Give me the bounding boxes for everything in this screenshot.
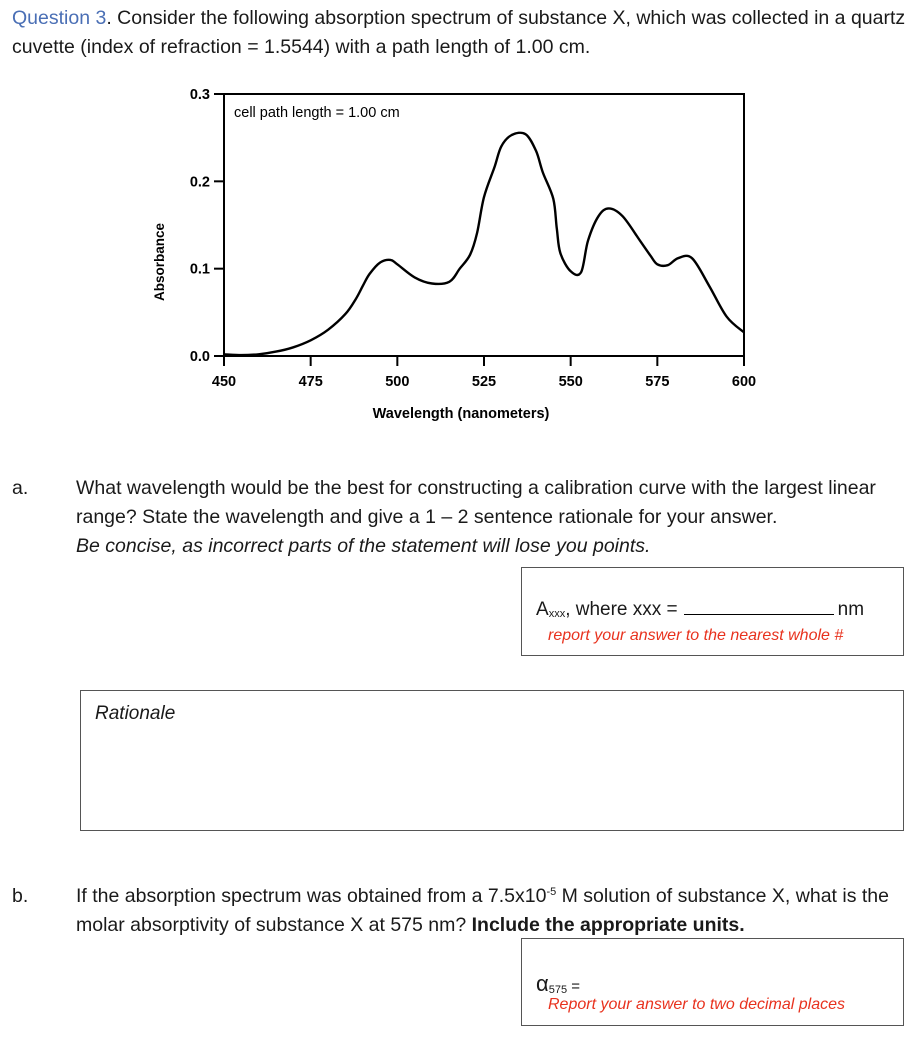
spectrum-line bbox=[224, 133, 744, 355]
part-b-label: b. bbox=[12, 885, 29, 907]
chart-ticks bbox=[190, 87, 756, 390]
chart-x-axis-label: Wavelength (nanometers) bbox=[372, 406, 550, 422]
wavelength-answer-line[interactable] bbox=[684, 598, 834, 615]
chart-y-axis-label: Absorbance bbox=[152, 222, 167, 302]
question-intro bbox=[12, 4, 912, 62]
answer-b-row bbox=[536, 971, 580, 997]
x-tick-label: 500 bbox=[385, 374, 410, 390]
answer-b-symbol: α bbox=[536, 971, 549, 996]
wavelength-answer-row bbox=[536, 598, 864, 621]
part-a-label: a. bbox=[12, 477, 29, 499]
answer-a-middle: , where xxx = bbox=[565, 599, 678, 620]
rationale-label: Rationale bbox=[95, 703, 176, 724]
part-b-question bbox=[12, 878, 916, 940]
part-b-text-1: If the absorption spectrum was obtained from a 7.5x10 bbox=[76, 885, 547, 907]
plot-frame bbox=[224, 94, 744, 356]
chart-annotation: cell path length = 1.00 cm bbox=[234, 105, 400, 121]
x-tick-label: 550 bbox=[558, 374, 583, 390]
part-a-question bbox=[12, 474, 884, 532]
y-tick-label: 0.2 bbox=[189, 174, 210, 191]
x-tick-label: 475 bbox=[298, 374, 323, 390]
x-tick-label: 575 bbox=[645, 374, 670, 390]
part-a-text: What wavelength would be the best for constructing a calibration curve with the largest linear range? State the wavelength and give a 1 – 2 sentence rationale for your answer. bbox=[76, 477, 876, 528]
part-b-exponent: -5 bbox=[546, 886, 557, 898]
chart-series bbox=[224, 133, 744, 355]
x-tick-label: 600 bbox=[731, 374, 757, 390]
x-tick-label: 525 bbox=[471, 374, 497, 390]
answer-b-equals: = bbox=[567, 978, 581, 995]
part-a-instruction-wrap bbox=[76, 532, 922, 561]
part-b-text-2: M solution of substance X, what is the molar absorptivity of substance X at 575 nm? bbox=[76, 885, 889, 936]
question-number: Question 3 bbox=[12, 7, 107, 29]
molar-absorptivity-answer-box[interactable] bbox=[521, 938, 904, 1026]
answer-a-subscript: xxx bbox=[548, 608, 566, 620]
answer-b-subscript: 575 bbox=[548, 984, 568, 996]
absorption-spectrum-chart bbox=[150, 80, 790, 440]
y-tick-label: 0.0 bbox=[189, 349, 210, 365]
wavelength-answer-box[interactable] bbox=[521, 567, 904, 656]
part-b-bold: Include the appropriate units. bbox=[471, 914, 745, 936]
part-a-instruction: Be concise, as incorrect parts of the statement will lose you points. bbox=[76, 535, 651, 557]
chart-axes bbox=[224, 94, 744, 356]
y-tick-label: 0.3 bbox=[189, 87, 210, 103]
answer-a-hint: report your answer to the nearest whole # bbox=[548, 627, 844, 644]
question-intro-text: . Consider the following absorption spectrum of substance X, which was collected in a quartz cuvette (index of refraction = 1.5544) with a path length of 1.00 cm. bbox=[12, 7, 906, 58]
x-tick-label: 450 bbox=[211, 374, 237, 390]
y-tick-label: 0.1 bbox=[189, 261, 210, 278]
answer-a-unit: nm bbox=[837, 599, 865, 620]
answer-a-prefix: A bbox=[536, 599, 549, 620]
rationale-box[interactable] bbox=[80, 690, 904, 831]
answer-b-hint: Report your answer to two decimal places bbox=[548, 996, 846, 1013]
